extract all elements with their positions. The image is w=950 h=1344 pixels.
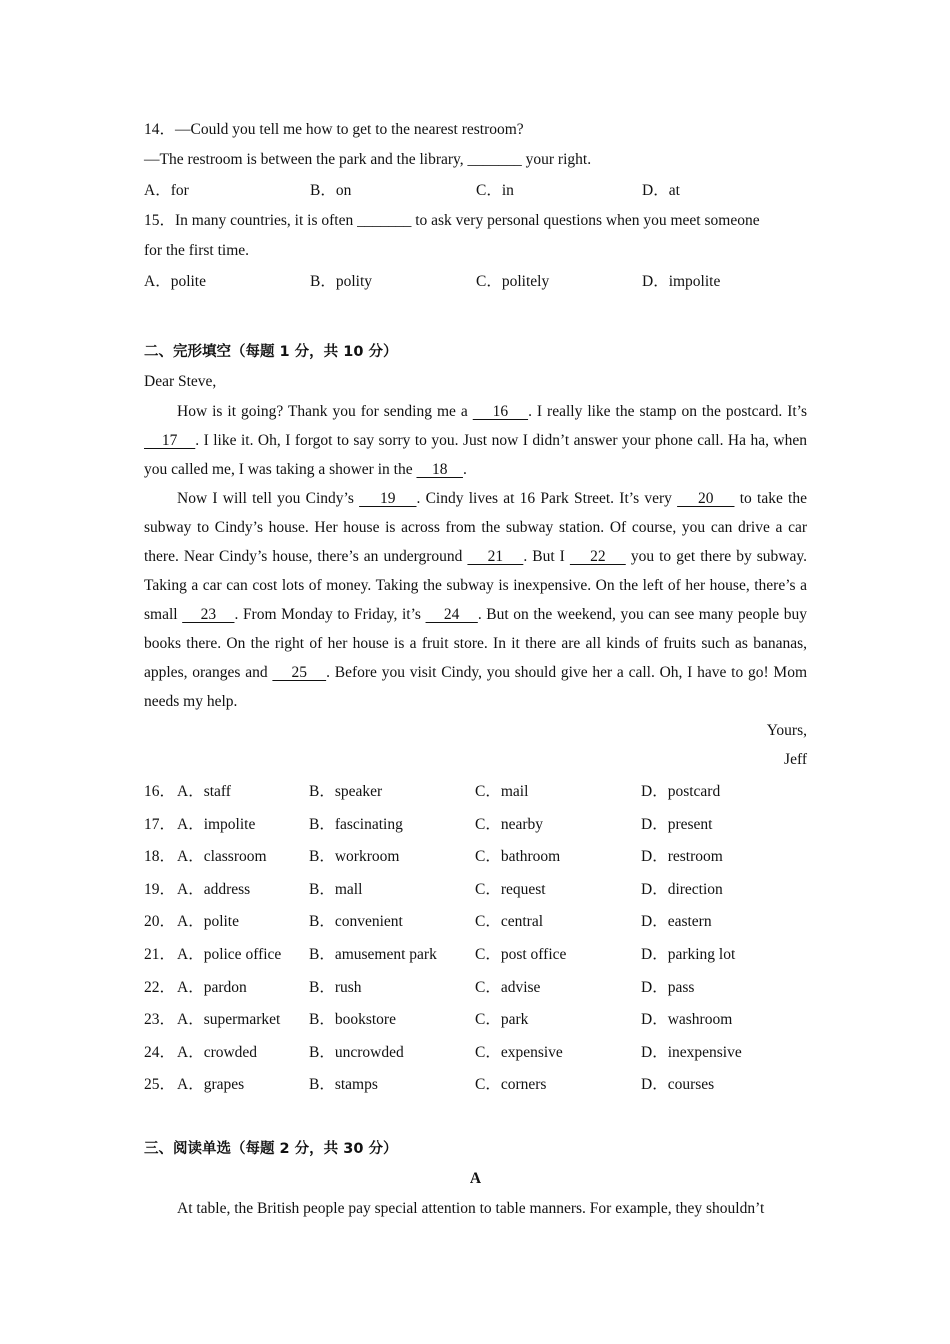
choice-row [144,841,807,874]
letter-paragraph-1 [144,397,807,484]
choice-c: C．expensive [475,1043,563,1061]
choice-c: C．central [475,913,544,931]
choice-b: B．workroom [309,848,400,866]
option-c: C．politely [476,273,550,290]
option-a: A．for [144,182,189,199]
choice-c: C．mail [475,783,529,800]
text-run: How is it going? Thank you for sending me a [177,403,473,420]
cloze-choices [144,776,807,1102]
choice-b: B．rush [309,978,362,996]
option-row [144,175,807,206]
question-prompt-cont: —The restroom is between the park and the library, _______ your right. [144,151,592,168]
choice-a: A．polite [177,913,239,931]
blank-24: 24 [425,606,478,623]
choice-d: D．inexpensive [641,1043,742,1061]
text-run: . Before you visit Cindy, you should give her a call. Oh, I have to go! Mom needs my help. [144,664,808,710]
choice-d: D．eastern [641,913,712,931]
choice-row [144,972,807,1005]
blank-17: 17 [144,432,196,449]
choice-row [144,1037,807,1070]
question-prompt-cont: for the first time. [144,242,250,259]
blank-22: 22 [569,548,626,565]
choice-row [144,874,807,907]
option-row [144,266,807,297]
option-d: D．at [642,182,680,199]
choice-c: C．park [475,1011,529,1029]
choice-a: A．classroom [177,848,267,866]
text-run: . Cindy lives at 16 Park Street. It’s very [416,490,678,507]
choice-a: A．supermarket [177,1011,281,1029]
choice-row [144,809,807,842]
choice-a: A．police office [177,945,282,963]
choice-d: D．pass [641,978,695,996]
choice-d: D．parking lot [641,945,736,963]
section-title-cloze: 二、完形填空（每题 1 分，共 10 分） [144,344,398,360]
option-b: B．polity [310,273,373,290]
question-prompt: 14．—Could you tell me how to get to the nearest restroom? [144,121,524,138]
text-run: . But I [523,548,570,565]
choice-d: D．courses [641,1076,715,1094]
choice-a: A．impolite [177,815,256,833]
choice-d: D．present [641,815,713,833]
blank-23: 23 [182,606,235,623]
choice-number: 22． [144,978,176,996]
blank-20: 20 [677,490,735,507]
choice-c: C．request [475,880,546,898]
passage-label: A [469,1169,482,1187]
choice-d: D．restroom [641,848,723,866]
text-run: you to get there by subway. Taking a car can cost lots of money. Taking the subway is inexpensive. On the left of her house, there’s a small [144,548,807,623]
choice-a: A．pardon [177,978,247,996]
choice-b: B．uncrowded [309,1043,404,1061]
text-run: . From Monday to Friday, it’s [234,606,426,623]
choice-row [144,1069,807,1102]
choice-a: A．crowded [177,1043,258,1061]
choice-number: 21． [144,945,176,963]
choice-c: C．advise [475,978,541,996]
question-15 [144,206,807,297]
text-run: . But on the weekend, you can see many people buy books there. On the right of her house is a fruit store. In it there are all kinds of fruits such as bananas, apples, oranges and [144,606,807,681]
choice-b: B．speaker [309,783,383,800]
text-run: . I really like the stamp on the postcard. It’s [528,403,808,420]
blank-25: 25 [272,664,327,681]
question-prompt: 15．In many countries, it is often _______ to ask very personal questions when you meet someone [144,212,760,229]
choice-row [144,1004,807,1037]
blank-21: 21 [467,548,524,565]
choice-c: C．bathroom [475,848,561,866]
choice-b: B．amusement park [309,945,437,963]
letter-greeting: Dear Steve, [144,373,217,390]
text-run: . I like it. Oh, I forgot to say sorry to you. Just now I didn’t answer your phone call. Ha ha, when you called me, I was taking a shower in the [144,432,807,478]
option-a: A．polite [144,273,206,290]
choice-number: 16． [144,783,176,800]
choice-number: 19． [144,880,176,898]
choice-number: 25． [144,1076,176,1094]
choice-a: A．address [177,880,251,898]
page-content [144,115,807,1223]
question-14 [144,115,807,206]
choice-d: D．direction [641,880,723,898]
choice-c: C．corners [475,1076,547,1094]
blank-19: 19 [359,490,417,507]
blank-16: 16 [472,403,529,420]
choice-row [144,939,807,972]
choice-a: A．staff [177,783,231,800]
choice-d: D．postcard [641,783,721,800]
text-run: . [462,461,467,478]
choice-number: 17． [144,815,176,833]
choice-c: C．post office [475,945,567,963]
choice-number: 18． [144,848,176,866]
choice-b: B．bookstore [309,1011,396,1029]
choice-b: B．mall [309,880,363,898]
choice-b: B．fascinating [309,815,403,833]
choice-number: 20． [144,913,176,931]
text-run: to take the subway to Cindy’s house. Her house is across from the subway station. Of course, you can drive a car there. Near Cindy’s house, there’s an underground [144,490,807,565]
choice-row [144,906,807,939]
choice-a: A．grapes [177,1076,245,1094]
choice-c: C．nearby [475,815,544,833]
choice-row [144,776,807,809]
choice-number: 23． [144,1011,176,1029]
passage-a-first-line: At table, the British people pay special attention to table manners. For example, they shouldn’t [177,1199,765,1217]
blank-18: 18 [416,461,463,478]
choice-number: 24． [144,1043,176,1061]
choice-b: B．convenient [309,913,403,931]
option-b: B．on [310,182,352,199]
letter-paragraph-2 [144,484,807,716]
section-title-reading: 三、阅读单选（每题 2 分，共 30 分） [144,1140,398,1157]
letter-closing: Yours, [766,722,807,739]
text-run: Now I will tell you Cindy’s [177,490,360,507]
choice-b: B．stamps [309,1076,378,1094]
option-c: C．in [476,182,514,199]
choice-d: D．washroom [641,1011,733,1029]
option-d: D．impolite [642,273,721,290]
letter-signature: Jeff [784,751,807,768]
